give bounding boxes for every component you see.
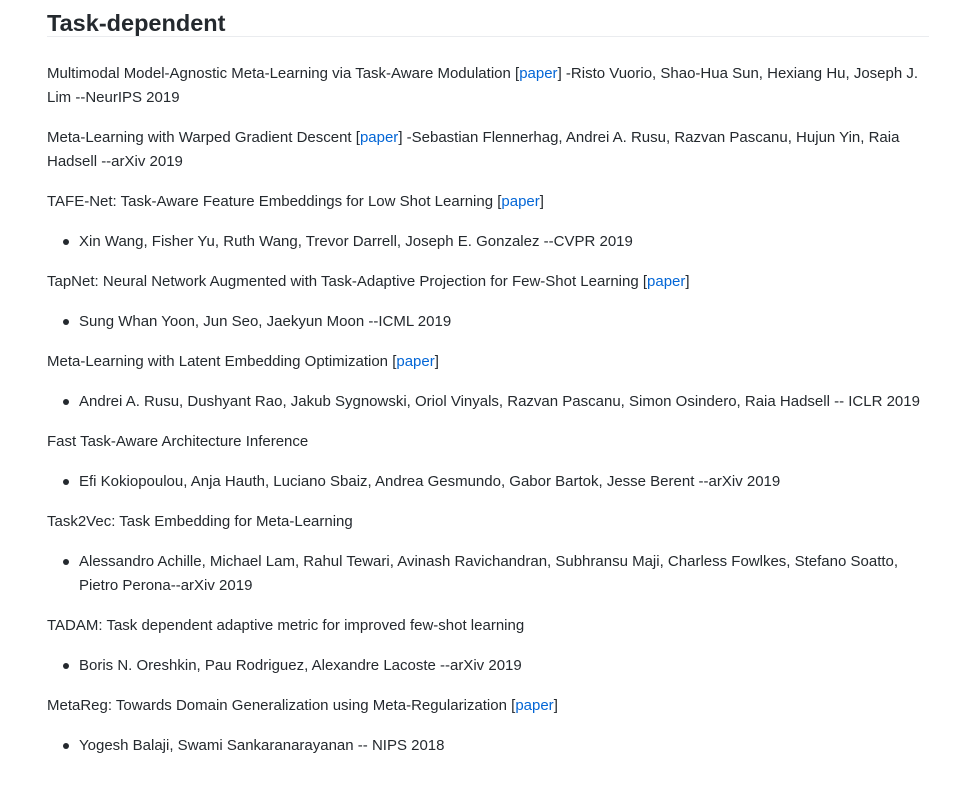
author-list — [47, 734, 929, 758]
paper-entry — [47, 510, 929, 534]
author-list — [47, 390, 929, 414]
list-item: Yogesh Balaji, Swami Sankaranarayanan -- NIPS 2018 — [79, 734, 929, 758]
paper-entry: TAFE-Net: Task-Aware Feature Embeddings for Low Shot Learning [paper] — [47, 193, 544, 210]
paper-title: MetaReg: Towards Domain Generalization using Meta-Regularization — [47, 697, 507, 714]
list-item: Boris N. Oreshkin, Pau Rodriguez, Alexandre Lacoste --arXiv 2019 — [79, 654, 929, 678]
paper-entry: Multimodal Model-Agnostic Meta-Learning via Task-Aware Modulation [paper] -Risto Vuorio, Shao-Hua Sun, Hexiang Hu, Joseph J. Lim --NeurIPS 2019 — [47, 65, 919, 106]
paper-entry — [47, 614, 929, 638]
paper-title: Meta-Learning with Warped Gradient Descent — [47, 129, 352, 146]
section-heading: Task-dependent — [47, 0, 929, 37]
paper-link[interactable]: paper — [647, 273, 686, 290]
paper-title: TAFE-Net: Task-Aware Feature Embeddings for Low Shot Learning — [47, 193, 494, 210]
author-list — [47, 230, 929, 254]
paper-entry: Meta-Learning with Latent Embedding Optimization [paper] — [47, 353, 439, 370]
list-item: Xin Wang, Fisher Yu, Ruth Wang, Trevor Darrell, Joseph E. Gonzalez --CVPR 2019 — [79, 230, 929, 254]
paper-authors: -Risto Vuorio, Shao-Hua Sun, Hexiang Hu, Joseph J. Lim --NeurIPS 2019 — [47, 65, 919, 106]
author-list — [47, 310, 929, 334]
paper-title: Multimodal Model-Agnostic Meta-Learning via Task-Aware Modulation — [47, 65, 511, 82]
paper-title: Meta-Learning with Latent Embedding Optimization — [47, 353, 389, 370]
paper-title: Fast Task-Aware Architecture Inference — [47, 433, 309, 450]
author-list — [47, 654, 929, 678]
paper-link[interactable]: paper — [515, 697, 554, 714]
paper-link[interactable]: paper — [519, 65, 558, 82]
paper-entry — [47, 430, 929, 454]
paper-authors: -Sebastian Flennerhag, Andrei A. Rusu, Razvan Pascanu, Hujun Yin, Raia Hadsell --arXiv 2019 — [47, 129, 900, 170]
list-item: Alessandro Achille, Michael Lam, Rahul Tewari, Avinash Ravichandran, Subhransu Maji, Charless Fowlkes, Stefano Soatto, Pietro Perona--arXiv 2019 — [79, 550, 929, 598]
author-list — [47, 550, 929, 598]
paper-title: Task2Vec: Task Embedding for Meta-Learning — [47, 513, 353, 530]
list-item: Efi Kokiopoulou, Anja Hauth, Luciano Sbaiz, Andrea Gesmundo, Gabor Bartok, Jesse Berent --arXiv 2019 — [79, 470, 929, 494]
paper-link[interactable]: paper — [396, 353, 435, 370]
author-list — [47, 470, 929, 494]
list-item: Andrei A. Rusu, Dushyant Rao, Jakub Sygnowski, Oriol Vinyals, Razvan Pascanu, Simon Osindero, Raia Hadsell -- ICLR 2019 — [79, 390, 929, 414]
paper-entry: Meta-Learning with Warped Gradient Descent [paper] -Sebastian Flennerhag, Andrei A. Rusu, Razvan Pascanu, Hujun Yin, Raia Hadsell --arXiv 2019 — [47, 129, 900, 170]
paper-entry: TapNet: Neural Network Augmented with Task-Adaptive Projection for Few-Shot Learning [paper] — [47, 273, 690, 290]
paper-title: TapNet: Neural Network Augmented with Task-Adaptive Projection for Few-Shot Learning — [47, 273, 639, 290]
paper-link[interactable]: paper — [501, 193, 540, 210]
list-item: Sung Whan Yoon, Jun Seo, Jaekyun Moon --ICML 2019 — [79, 310, 929, 334]
paper-title: TADAM: Task dependent adaptive metric for improved few-shot learning — [47, 617, 525, 634]
paper-link[interactable]: paper — [359, 129, 399, 146]
paper-entry: MetaReg: Towards Domain Generalization using Meta-Regularization [paper] — [47, 697, 558, 714]
